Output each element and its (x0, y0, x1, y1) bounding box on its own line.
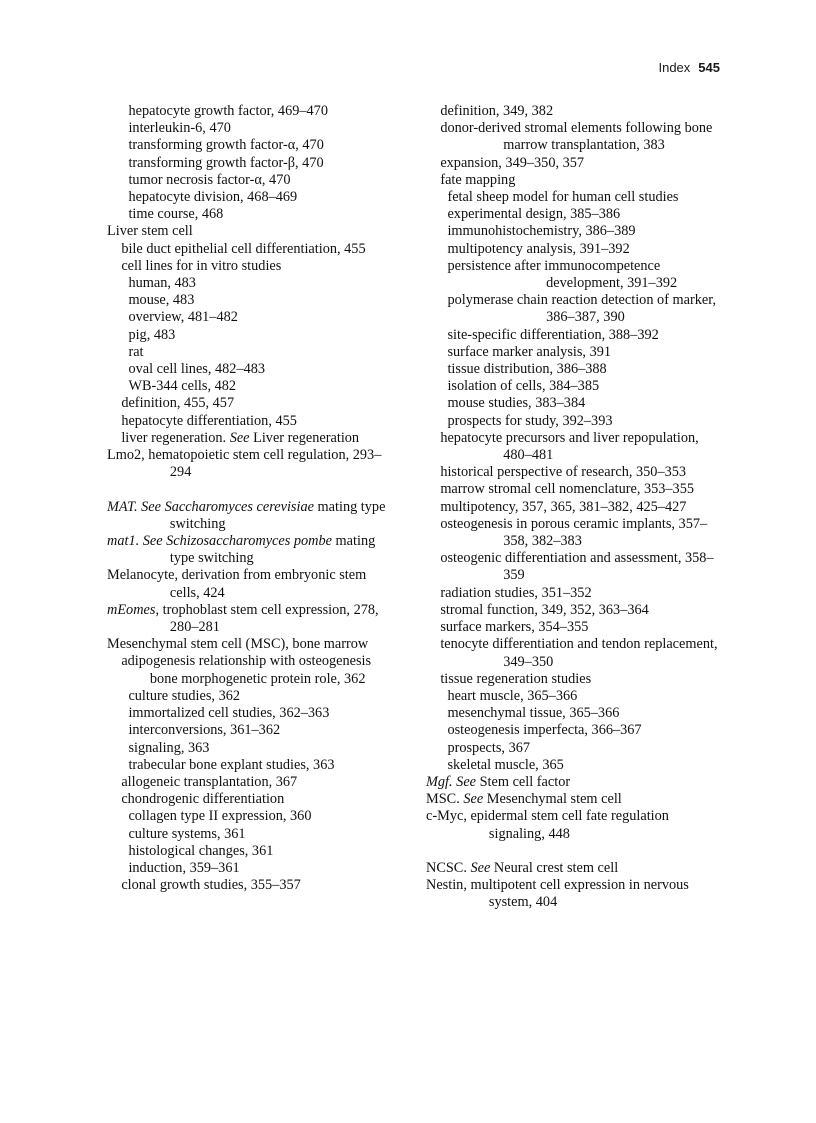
entry-text: hepatocyte division, 468–469 (128, 189, 298, 206)
index-entry (107, 808, 397, 825)
entry-text: culture systems, 361 (128, 825, 246, 842)
entry-text: surface markers, 354–355 (440, 619, 589, 636)
index-entry (107, 791, 397, 808)
entry-text: mouse, 483 (128, 292, 195, 309)
index-entry (107, 671, 397, 688)
entry-text: NCSC. (426, 859, 471, 876)
entry-text: See (229, 429, 250, 446)
entry-text: osteogenesis in porous ceramic implants, 357–358, 382–383 (440, 515, 708, 550)
index-entry (426, 172, 718, 189)
index-entry (107, 344, 397, 361)
entry-text: radiation studies, 351–352 (440, 584, 592, 601)
entry-text: marrow stromal cell nomenclature, 353–355 (440, 481, 695, 498)
index-entry (426, 120, 718, 154)
entry-text: mesenchymal tissue, 365–366 (447, 705, 620, 722)
index-entry (107, 860, 397, 877)
index-entry (426, 705, 718, 722)
index-entry (426, 550, 718, 584)
entry-text: Neural crest stem cell (490, 859, 619, 876)
index-entry (107, 378, 397, 395)
index-entry (426, 481, 718, 498)
entry-text: tissue distribution, 386–388 (447, 361, 607, 378)
entry-text: Mesenchymal stem cell (483, 791, 622, 808)
entry-text: mating type switching (169, 498, 386, 532)
index-entry (107, 653, 397, 670)
index-entry (426, 619, 718, 636)
index-entry (426, 206, 718, 223)
index-entry (426, 585, 718, 602)
entry-text: tumor necrosis factor-α, 470 (128, 171, 291, 188)
entry-text: skeletal muscle, 365 (447, 756, 564, 773)
entry-text: collagen type II expression, 360 (128, 808, 312, 825)
index-entry (426, 344, 718, 361)
entry-text: Mgf. See (426, 773, 477, 790)
index-entry (107, 103, 397, 120)
entry-text: multipotency, 357, 365, 381–382, 425–427 (440, 498, 687, 515)
entry-text: c-Myc, epidermal stem cell fate regulation signaling, 448 (426, 808, 669, 842)
index-entry (107, 241, 397, 258)
entry-text: mat1. See Schizosaccharomyces pombe (107, 533, 332, 550)
entry-text: site-specific differentiation, 388–392 (447, 326, 659, 343)
entry-text: clonal growth studies, 355–357 (121, 877, 301, 894)
index-entry (426, 516, 718, 550)
entry-text: fetal sheep model for human cell studies (447, 189, 679, 206)
index-entry (426, 808, 718, 842)
index-entry (107, 120, 397, 137)
entry-text: MAT. See Saccharomyces cerevisiae (107, 498, 314, 515)
entry-spacer (107, 481, 397, 498)
index-entry (426, 189, 718, 206)
index-entry (107, 155, 397, 172)
entry-text: WB-344 cells, 482 (128, 378, 237, 395)
entry-text: immortalized cell studies, 362–363 (128, 705, 330, 722)
index-entry (426, 258, 718, 292)
index-entry (107, 740, 397, 757)
index-entry (107, 757, 397, 774)
running-head-label: Index (658, 60, 691, 75)
index-entry (426, 395, 718, 412)
entry-text: Melanocyte, derivation from embryonic stem cells, 424 (107, 567, 367, 601)
index-column-left (107, 103, 397, 894)
entry-text: prospects for study, 392–393 (447, 412, 613, 429)
index-entry (426, 860, 718, 877)
entry-text: interconversions, 361–362 (128, 722, 281, 739)
index-entry (107, 413, 397, 430)
entry-text: overview, 481–482 (128, 309, 238, 326)
index-entry (107, 843, 397, 860)
entry-text: hepatocyte differentiation, 455 (121, 412, 297, 429)
index-entry (107, 705, 397, 722)
entry-text: time course, 468 (128, 206, 224, 223)
entry-text: cell lines for in vitro studies (121, 257, 282, 274)
index-entry (107, 567, 397, 601)
index-entry (107, 327, 397, 344)
index-entry (107, 722, 397, 739)
index-entry (426, 877, 718, 911)
index-entry (107, 499, 397, 533)
entry-text: interleukin-6, 470 (128, 120, 231, 137)
index-entry (426, 413, 718, 430)
entry-text: transforming growth factor-β, 470 (128, 154, 324, 171)
entry-text: MSC. (426, 791, 464, 808)
entry-text: osteogenic differentiation and assessment, 358–359 (440, 550, 714, 584)
index-entry (107, 292, 397, 309)
index-entry (426, 103, 718, 120)
entry-text: historical perspective of research, 350–353 (440, 464, 687, 481)
index-entry (426, 636, 718, 670)
index-entry (426, 671, 718, 688)
index-entry (107, 826, 397, 843)
index-entry (426, 155, 718, 172)
index-column-right (426, 103, 718, 912)
entry-text: mEomes (107, 601, 156, 618)
entry-text: expansion, 349–350, 357 (440, 154, 585, 171)
entry-text: persistence after immunocompetence development, 391–392 (447, 257, 678, 292)
index-entry (107, 258, 397, 275)
index-entry (426, 688, 718, 705)
entry-text: prospects, 367 (447, 739, 531, 756)
entry-text: liver regeneration. (121, 429, 230, 446)
entry-text: immunohistochemistry, 386–389 (447, 223, 636, 240)
entry-text: trabecular bone explant studies, 363 (128, 756, 335, 773)
entry-text: mating type switching (169, 533, 376, 567)
index-entry (107, 395, 397, 412)
index-entry (426, 499, 718, 516)
entry-text: heart muscle, 365–366 (447, 687, 578, 704)
entry-text: rat (128, 343, 144, 360)
index-entry (107, 602, 397, 636)
index-entry (107, 172, 397, 189)
index-entry (426, 241, 718, 258)
entry-text: human, 483 (128, 275, 196, 292)
entry-text: donor-derived stromal elements following bone marrow transplantation, 383 (440, 120, 713, 154)
entry-text: multipotency analysis, 391–392 (447, 240, 630, 257)
entry-text: bone morphogenetic protein role, 362 (149, 670, 366, 687)
entry-text: signaling, 363 (128, 739, 210, 756)
index-entry (426, 430, 718, 464)
index-entry (426, 791, 718, 808)
index-entry (426, 223, 718, 240)
entry-text: oval cell lines, 482–483 (128, 361, 266, 378)
index-entry (426, 327, 718, 344)
entry-text: Lmo2, hematopoietic stem cell regulation, 293–294 (107, 447, 382, 481)
running-head (658, 60, 720, 75)
entry-text: , trophoblast stem cell expression, 278, 280–281 (155, 601, 379, 636)
index-entry (107, 447, 397, 481)
entry-text: See (463, 791, 484, 808)
entry-text: allogeneic transplantation, 367 (121, 773, 298, 790)
index-entry (426, 361, 718, 378)
entry-text: Liver regeneration (249, 429, 360, 446)
index-entry (426, 774, 718, 791)
index-entry (107, 223, 397, 240)
entry-text: histological changes, 361 (128, 842, 274, 859)
index-entry (107, 533, 397, 567)
entry-text: transforming growth factor-α, 470 (128, 137, 324, 154)
index-entry (426, 378, 718, 395)
index-entry (426, 292, 718, 326)
entry-text: tenocyte differentiation and tendon replacement, 349–350 (440, 636, 718, 670)
entry-text: Mesenchymal stem cell (MSC), bone marrow (107, 636, 369, 653)
entry-text: hepatocyte precursors and liver repopulation, 480–481 (440, 429, 699, 464)
index-entry (426, 740, 718, 757)
index-entry (107, 275, 397, 292)
entry-text: Nestin, multipotent cell expression in nervous system, 404 (426, 877, 689, 911)
entry-spacer (426, 843, 718, 860)
index-entry (107, 430, 397, 447)
entry-text: mouse studies, 383–384 (447, 395, 586, 412)
entry-text: osteogenesis imperfecta, 366–367 (447, 722, 642, 739)
entry-text: experimental design, 385–386 (447, 206, 621, 223)
entry-text: surface marker analysis, 391 (447, 343, 612, 360)
entry-text: culture studies, 362 (128, 687, 241, 704)
entry-text: Liver stem cell (107, 223, 193, 240)
index-entry (107, 309, 397, 326)
entry-text: hepatocyte growth factor, 469–470 (128, 103, 328, 119)
entry-text: stromal function, 349, 352, 363–364 (440, 601, 649, 618)
index-entry (107, 688, 397, 705)
index-entry (426, 722, 718, 739)
entry-text: chondrogenic differentiation (121, 791, 285, 808)
index-entry (107, 189, 397, 206)
index-entry (426, 757, 718, 774)
entry-text: polymerase chain reaction detection of marker, 386–387, 390 (447, 292, 717, 326)
index-entry (107, 877, 397, 894)
entry-text: Stem cell factor (476, 773, 571, 790)
index-entry (426, 602, 718, 619)
page-number: 545 (698, 60, 720, 75)
entry-text: fate mapping (440, 171, 516, 188)
entry-text: definition, 349, 382 (440, 103, 554, 119)
entry-text: tissue regeneration studies (440, 670, 592, 687)
index-entry (107, 774, 397, 791)
index-entry (107, 636, 397, 653)
entry-text: definition, 455, 457 (121, 395, 235, 412)
entry-text: pig, 483 (128, 326, 176, 343)
entry-text: bile duct epithelial cell differentiation, 455 (121, 240, 366, 257)
index-entry (426, 464, 718, 481)
entry-text: adipogenesis relationship with osteogenesis (121, 653, 372, 670)
entry-text: See (470, 859, 491, 876)
entry-text: induction, 359–361 (128, 859, 240, 876)
entry-text: isolation of cells, 384–385 (447, 378, 600, 395)
index-entry (107, 137, 397, 154)
index-entry (107, 206, 397, 223)
index-entry (107, 361, 397, 378)
